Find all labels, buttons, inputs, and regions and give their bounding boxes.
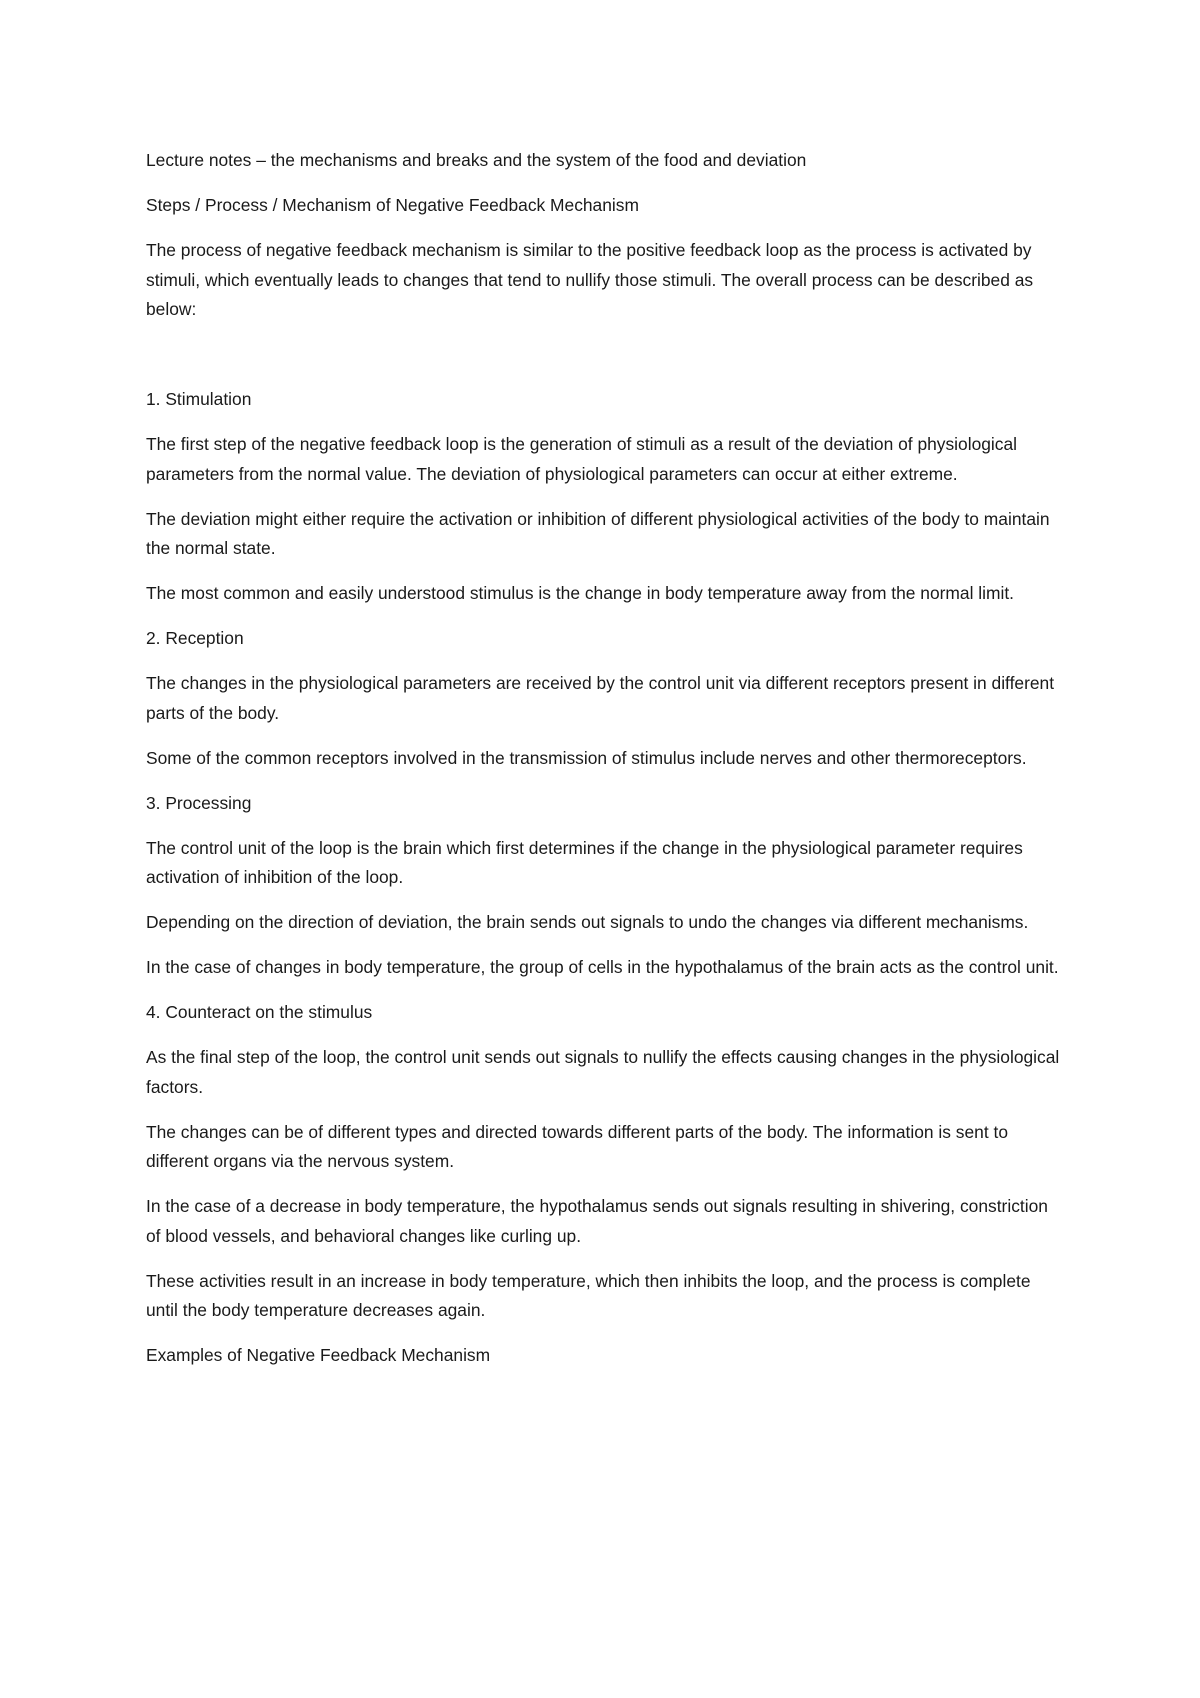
spacer <box>146 340 1066 385</box>
step-title-processing: 3. Processing <box>146 792 252 813</box>
paragraph: The most common and easily understood stimulus is the change in body temperature away from the normal limit. <box>146 583 1015 603</box>
paragraph: These activities result in an increase in body temperature, which then inhibits the loop, and the process is complete until the body temperature decreases again. <box>146 1270 1031 1320</box>
paragraph: Depending on the direction of deviation, the brain sends out signals to undo the changes via different mechanisms. <box>146 912 1029 932</box>
document-body <box>146 146 1066 1386</box>
step-title-reception: 2. Reception <box>146 628 244 648</box>
paragraph: Some of the common receptors involved in the transmission of stimulus include nerves and other thermoreceptors. <box>146 747 1027 768</box>
document-title: Lecture notes – the mechanisms and breaks and the system of the food and deviation <box>146 150 807 170</box>
paragraph: The changes can be of different types and directed towards different parts of the body. The information is sent to different organs via the nervous system. <box>146 1121 1008 1171</box>
paragraph: The control unit of the loop is the brain which first determines if the change in the physiological parameter requires activation of inhibition of the loop. <box>146 837 1023 887</box>
paragraph: The changes in the physiological parameters are received by the control unit via different receptors present in different parts of the body. <box>146 673 1055 723</box>
section-heading: Steps / Process / Mechanism of Negative Feedback Mechanism <box>146 195 639 215</box>
examples-heading: Examples of Negative Feedback Mechanism <box>146 1345 491 1365</box>
step-title-counteract: 4. Counteract on the stimulus <box>146 1002 373 1022</box>
paragraph: In the case of changes in body temperature, the group of cells in the hypothalamus of the brain acts as the control unit. <box>146 957 1059 977</box>
paragraph: The first step of the negative feedback loop is the generation of stimuli as a result of the deviation of physiological parameters from the normal value. The deviation of physiological parameters can occur at either extreme. <box>146 434 1018 484</box>
intro-paragraph: The process of negative feedback mechanism is similar to the positive feedback loop as the process is activated by stimuli, which eventually leads to changes that tend to nullify those stimuli. The overall process can be described as below: <box>146 240 1034 319</box>
paragraph: In the case of a decrease in body temperature, the hypothalamus sends out signals resulting in shivering, constriction of blood vessels, and behavioral changes like curling up. <box>146 1196 1048 1246</box>
paragraph: The deviation might either require the activation or inhibition of different physiological activities of the body to maintain the normal state. <box>146 508 1050 558</box>
step-title-stimulation: 1. Stimulation <box>146 389 252 409</box>
paragraph: As the final step of the loop, the control unit sends out signals to nullify the effects causing changes in the physiological factors. <box>146 1047 1060 1097</box>
